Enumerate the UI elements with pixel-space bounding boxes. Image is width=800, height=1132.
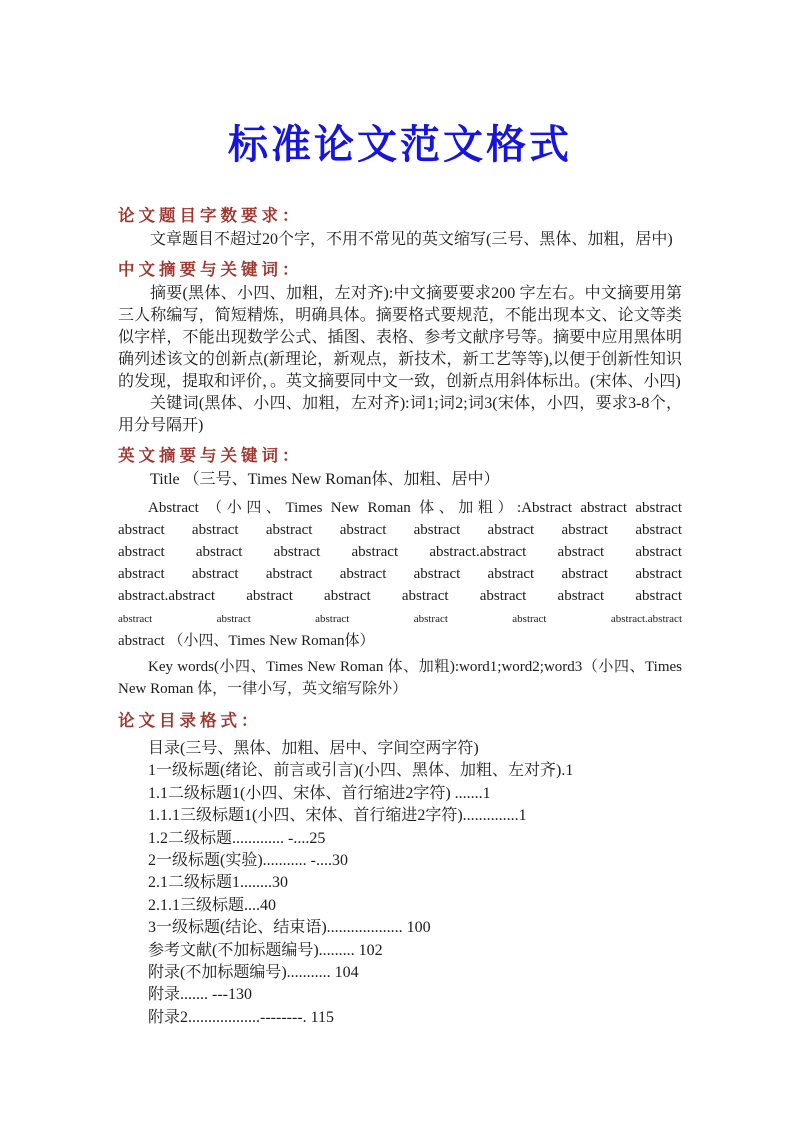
en-abstract-line: abstract.abstract abstract abstract abstract abstract abstract abstract: [118, 588, 682, 604]
heading-toc-format: 论文目录格式：: [118, 712, 262, 730]
toc-line: 附录(不加标题编号)........... 104: [148, 964, 359, 982]
en-title-line: Title （三号、Times New Roman体、加粗、居中）: [150, 471, 500, 488]
toc-line: 附录....... ---130: [148, 986, 252, 1004]
toc-line: 1.2二级标题............. -....25: [148, 829, 326, 847]
toc-line: 1.1.1三级标题1(小四、宋体、首行缩进2字符)..............1: [148, 807, 527, 825]
en-abstract-line: Abstract （小四、Times New Roman 体、加粗）:Abstract abstract abstract: [148, 500, 682, 516]
toc-line: 目录(三号、黑体、加粗、居中、字间空两字符): [148, 740, 479, 757]
title-requirements-text: 文章题目不超过20个字，不用不常见的英文缩写(三号、黑体、加粗，居中): [150, 231, 673, 248]
toc-line: 参考文献(不加标题编号)......... 102: [148, 941, 383, 959]
toc-line: 附录2..................--------. 115: [148, 1008, 335, 1026]
heading-title-requirements: 论文题目字数要求：: [118, 207, 303, 225]
en-abstract-line-small: abstract abstract abstract abstract abstract abstract.abstract: [118, 613, 682, 625]
toc-list: [118, 738, 682, 1029]
cn-keywords-paragraph: 关键词(黑体、小四、加粗，左对齐):词1;词2;词3(宋体，小四，要求3-8个，用分号隔开): [118, 395, 682, 434]
en-abstract-line: abstract abstract abstract abstract abstract abstract abstract abstract: [118, 566, 682, 582]
heading-en-abstract: 英文摘要与关键词：: [118, 447, 303, 465]
toc-line: 3一级标题(结论、结束语)................... 100: [148, 919, 431, 937]
en-abstract-line: abstract abstract abstract abstract abstract abstract abstract abstract: [118, 522, 682, 538]
toc-line: 2.1二级标题1........30: [148, 874, 289, 892]
en-abstract-tail-line: abstract （小四、Times New Roman体）: [118, 633, 375, 649]
en-abstract-line: abstract abstract abstract abstract abstract.abstract abstract abstract: [118, 544, 682, 560]
toc-line: 2.1.1三级标题....40: [148, 896, 277, 914]
cn-abstract-paragraph: 摘要(黑体、小四、加粗，左对齐):中文摘要要求200 字左右。中文摘要用第三人称编写，简短精炼，明确具体。摘要格式要规范，不能出现本文、论文等类似字样，不能出现数学公式、插图、表格、参考文献序号等。摘要中应用黑体明确列述该文的创新点(新理论，新观点，新技术，新工艺等等),以便于创新性知识的发现，提取和评价，。英文摘要同中文一致，创新点用斜体标出。(宋体、小四): [118, 285, 682, 390]
en-keywords-paragraph: Key words(小四、Times New Roman 体、加粗):word1;word2;word3（小四、Times New Roman 体，一律小写，英文缩写除外）: [118, 659, 682, 697]
toc-line: 2一级标题(实验)........... -....30: [148, 852, 348, 870]
heading-cn-abstract: 中文摘要与关键词：: [118, 261, 303, 279]
toc-line: 1.1二级标题1(小四、宋体、首行缩进2字符) .......1: [148, 784, 491, 802]
toc-line: 1一级标题(绪论、前言或引言)(小四、黑体、加粗、左对齐).1: [148, 762, 574, 780]
document-title: 标准论文范文格式: [228, 123, 572, 167]
